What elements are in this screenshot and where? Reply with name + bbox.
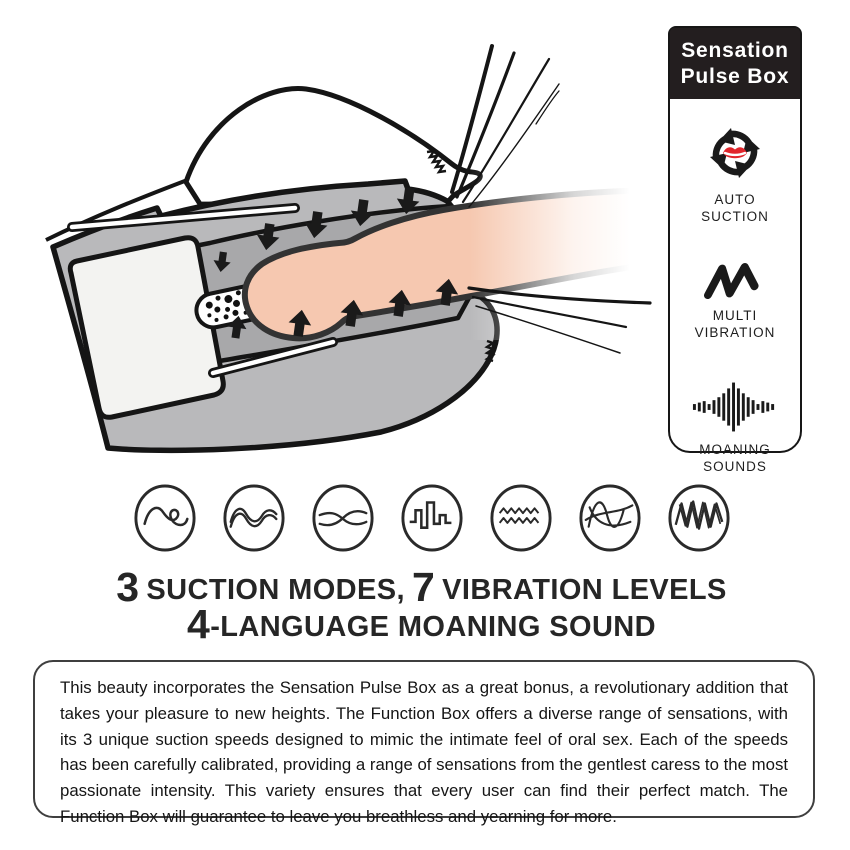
feature-moaning-sounds bbox=[670, 381, 800, 475]
lips-icon bbox=[723, 147, 747, 158]
feature-label-auto-suction: AUTO SUCTION bbox=[701, 192, 769, 224]
pulse-wave-icon bbox=[400, 483, 464, 553]
sound-equalizer-icon bbox=[691, 381, 779, 433]
suction-swirl-icon bbox=[705, 123, 765, 183]
language-count: 4 bbox=[186, 601, 211, 647]
wave-loop-icon bbox=[133, 483, 197, 553]
panel-title bbox=[670, 28, 800, 99]
mode-icons-row bbox=[133, 483, 731, 553]
end-cap bbox=[70, 238, 223, 418]
feature-multi-vibration bbox=[670, 259, 800, 341]
suction-modes-count: 3 bbox=[116, 564, 140, 610]
crossing-waves-icon bbox=[311, 483, 375, 553]
feature-label-moaning-sounds: MOANING SOUNDS bbox=[699, 442, 771, 474]
shaft-fade bbox=[470, 140, 665, 340]
vibration-levels-count: 7 bbox=[411, 564, 436, 610]
ripple-waves-icon bbox=[489, 483, 553, 553]
panel-title-line1: Sensation bbox=[681, 38, 789, 62]
headline-line1: 3 SUCTION MODES, 7 VIBRATION LEVELS bbox=[116, 564, 727, 610]
headline-line2: 4-LANGUAGE MOANING SOUND bbox=[186, 601, 656, 647]
sensation-pulse-box-panel bbox=[668, 26, 802, 474]
double-wave-icon bbox=[222, 483, 286, 553]
mixed-wave-icon bbox=[578, 483, 642, 553]
feature-label-multi-vibration: MULTI VIBRATION bbox=[694, 308, 776, 340]
vibration-wave-icon bbox=[701, 259, 769, 299]
dense-zigzag-icon bbox=[667, 483, 731, 553]
description-text: This beauty incorporates the Sensation Pulse Box as a great bonus, a revolutionary addition that takes your pleasure to new heights. The Function Box offers a diverse range of sensations, with its 3 unique suction speeds designed to mimic the intimate feel of oral sex. Each of the speeds has been carefully calibrated, providing a range of sensations from the gentlest caress to the most passionate intensity. This variety ensures that every user can find their perfect match. The Function Box will guarantee to leave you breathless and yearning for more. bbox=[60, 678, 788, 826]
panel-title-line2: Pulse Box bbox=[680, 64, 790, 88]
device-cross-section-illustration bbox=[0, 0, 665, 480]
description-box bbox=[33, 660, 815, 826]
headline bbox=[0, 564, 850, 647]
feature-auto-suction bbox=[670, 123, 800, 225]
